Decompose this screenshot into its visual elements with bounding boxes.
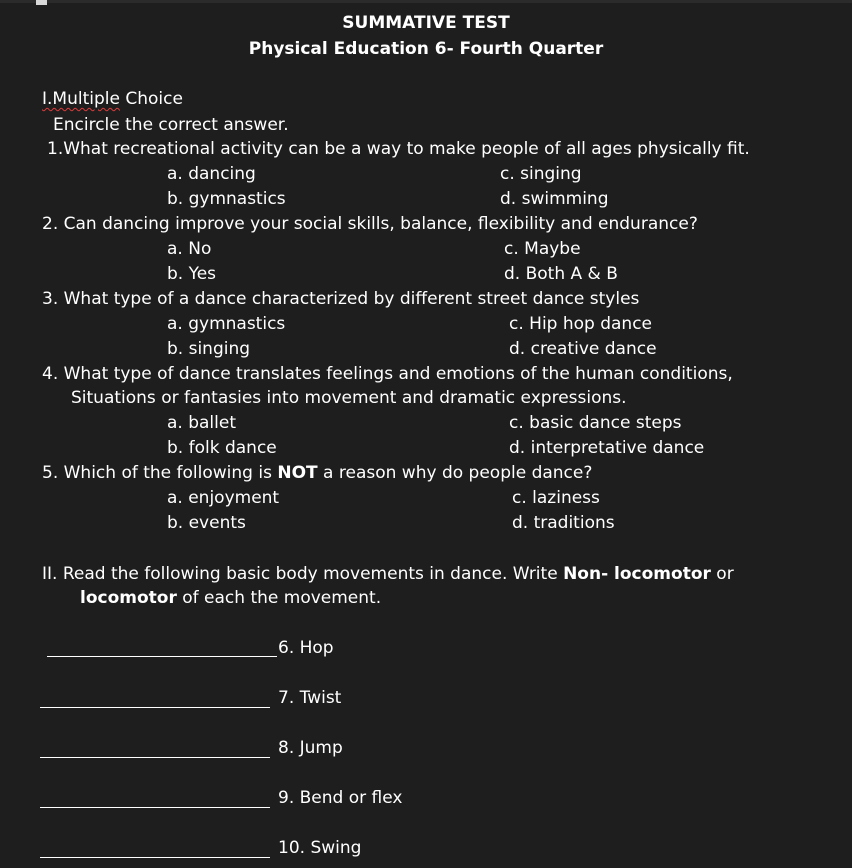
test-subtitle: Physical Education 6- Fourth Quarter — [248, 39, 604, 59]
question-5-text-start: 5. Which of the following is — [42, 463, 278, 483]
item-6: 6. Hop — [278, 638, 334, 658]
q5-option-a: a. enjoyment — [167, 488, 280, 508]
q4-option-d: d. interpretative dance — [509, 438, 705, 458]
q4-option-c: c. basic dance steps — [509, 413, 682, 433]
item-8: 8. Jump — [278, 738, 343, 758]
part2-instruction — [42, 563, 734, 585]
item-10: 10. Swing — [278, 838, 362, 858]
q2-option-a: a. No — [167, 239, 212, 259]
part2-text-end: of each the movement. — [176, 588, 382, 608]
part1-heading-number: I.Multiple — [42, 89, 120, 109]
part1-heading — [42, 88, 183, 110]
q3-option-a: a. gymnastics — [167, 314, 286, 334]
q3-option-c: c. Hip hop dance — [509, 314, 653, 334]
answer-blank-8 — [40, 757, 270, 758]
part2-instruction-continued — [80, 587, 381, 609]
q5-option-c: c. laziness — [512, 488, 600, 508]
question-5-emphasis: NOT — [277, 463, 318, 483]
q1-option-d: d. swimming — [500, 189, 609, 209]
item-9: 9. Bend or flex — [278, 788, 403, 808]
question-1: 1.What recreational activity can be a way to make people of all ages physically fit. — [47, 139, 750, 159]
part2-emphasis-locomotor: locomotor — [80, 588, 177, 608]
question-5 — [42, 462, 592, 484]
question-4-continued: Situations or fantasies into movement and dramatic expressions. — [71, 388, 627, 408]
question-3: 3. What type of a dance characterized by different street dance styles — [42, 289, 640, 309]
part2-text-start: II. Read the following basic body movements in dance. Write — [42, 564, 564, 584]
q5-option-b: b. events — [167, 513, 246, 533]
q5-option-d: d. traditions — [512, 513, 615, 533]
answer-blank-10 — [40, 857, 270, 858]
part1-heading-text: Choice — [119, 89, 183, 109]
q4-option-a: a. ballet — [167, 413, 237, 433]
q3-option-d: d. creative dance — [509, 339, 657, 359]
question-5-text-end: a reason why do people dance? — [317, 463, 593, 483]
test-title: SUMMATIVE TEST — [342, 13, 510, 33]
q1-option-c: c. singing — [500, 164, 582, 184]
part2-text-or: or — [710, 564, 734, 584]
top-border — [0, 0, 852, 3]
q1-option-a: a. dancing — [167, 164, 256, 184]
q2-option-b: b. Yes — [167, 264, 217, 284]
part2-emphasis-nonlocomotor: Non- locomotor — [563, 564, 711, 584]
part1-instruction: Encircle the correct answer. — [53, 115, 289, 135]
page-tab-marker — [36, 0, 47, 5]
answer-blank-6 — [47, 656, 277, 657]
answer-blank-7 — [40, 707, 270, 708]
item-7: 7. Twist — [278, 688, 342, 708]
answer-blank-9 — [40, 807, 270, 808]
question-4: 4. What type of dance translates feelings and emotions of the human conditions, — [42, 364, 733, 384]
q4-option-b: b. folk dance — [167, 438, 277, 458]
q3-option-b: b. singing — [167, 339, 251, 359]
q1-option-b: b. gymnastics — [167, 189, 286, 209]
question-2: 2. Can dancing improve your social skills, balance, flexibility and endurance? — [42, 214, 698, 234]
q2-option-d: d. Both A & B — [504, 264, 618, 284]
q2-option-c: c. Maybe — [504, 239, 581, 259]
